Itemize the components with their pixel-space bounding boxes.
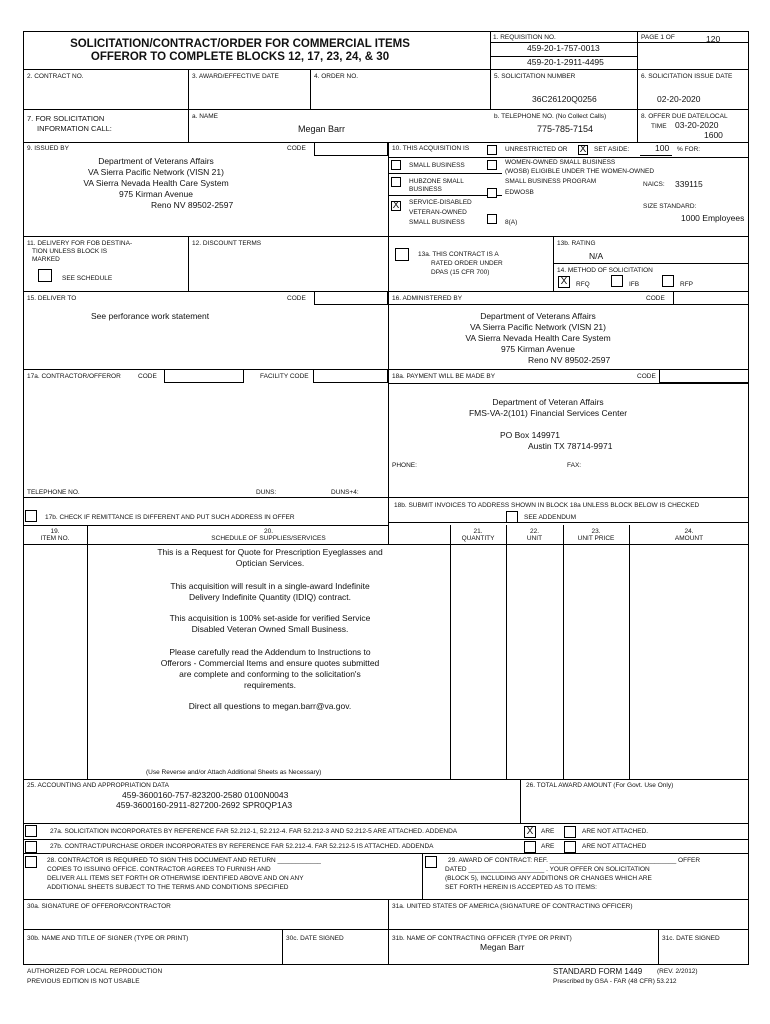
page-label: PAGE 1 OF <box>641 34 675 41</box>
rated-order-label-3: DPAS (15 CFR 700) <box>431 269 490 276</box>
contact-phone: 775-785-7154 <box>537 124 594 134</box>
wosb-checkbox[interactable] <box>487 160 497 170</box>
block-28-checkbox[interactable] <box>25 856 37 868</box>
contractor-code-field[interactable] <box>164 369 244 383</box>
see-schedule-checkbox[interactable] <box>38 269 52 282</box>
rated-order-checkbox[interactable] <box>395 248 409 261</box>
col-quantity-header: 21. <box>473 528 483 535</box>
requisition-number-2: 459-20-1-2911-4495 <box>527 57 604 67</box>
issued-by-line1: Department of Veterans Affairs <box>98 156 214 166</box>
col-unit-header: 22. <box>529 528 540 535</box>
phone-label: b. TELEPHONE NO. (No Collect Calls) <box>494 113 607 120</box>
issued-by-line2: VA Sierra Pacific Network (VISN 21) <box>88 167 224 177</box>
rule <box>388 142 389 545</box>
percent-for-label: % FOR: <box>677 146 701 153</box>
block-28-line4: ADDITIONAL SHEETS SUBJECT TO THE TERMS AND CONDITIONS SPECIFIED <box>47 884 289 891</box>
issued-by-line4: 975 Kirman Avenue <box>118 189 194 199</box>
administered-by-code-field[interactable] <box>673 291 749 305</box>
rule <box>520 779 521 823</box>
administered-by-code-label: CODE <box>646 295 665 302</box>
clause-27a-checkbox[interactable] <box>25 825 37 837</box>
rule <box>637 31 638 142</box>
wosb-label: WOMEN-OWNED SMALL BUSINESS <box>505 159 616 166</box>
delivery-label: 11. DELIVERY FOR FOB DESTINA- <box>27 240 133 247</box>
officer-date-label: 31c. DATE SIGNED <box>662 935 720 942</box>
col-unit-price-header: 23. <box>591 528 601 535</box>
footer-prescribed: Prescribed by GSA - FAR (48 CFR) 53.212 <box>553 978 677 985</box>
block-29-line2: DATED _____________________ . YOUR OFFER ON SOLICITATION <box>445 866 650 873</box>
invoice-label: 18b. SUBMIT INVOICES TO ADDRESS SHOWN IN BLOCK 18a UNLESS BLOCK BELOW IS CHECKED <box>394 502 700 509</box>
time-label: TIME <box>651 123 667 130</box>
hubzone-label: HUBZONE SMALL <box>409 178 464 185</box>
sdvosb-checkbox[interactable]: X <box>392 200 400 211</box>
contractor-label: 17a. CONTRACTOR/OFFEROR <box>27 373 121 380</box>
small-business-label: SMALL BUSINESS <box>409 162 465 169</box>
contractor-code-label: CODE <box>138 373 157 380</box>
rule <box>23 929 749 930</box>
see-schedule-label: SEE SCHEDULE <box>62 275 113 282</box>
info-call-label: 7. FOR SOLICITATION <box>27 114 105 123</box>
schedule-line: Optician Services. <box>235 558 305 568</box>
delivery-label-3: MARKED <box>32 256 60 263</box>
schedule-line: Delivery Indefinite Quantity (IDIQ) contract. <box>188 592 352 602</box>
rule <box>553 263 749 264</box>
hubzone-checkbox[interactable] <box>391 177 401 187</box>
payment-code-field[interactable] <box>659 369 749 383</box>
schedule-line: Offerors - Commercial Items and ensure quotes submitted <box>160 658 380 668</box>
payment-fax-label: FAX: <box>567 462 582 469</box>
rating-label: 13b. RATING <box>557 240 596 247</box>
footer-reproduction: AUTHORIZED FOR LOCAL REPRODUCTION <box>27 968 163 975</box>
rated-order-label-2: RATED ORDER UNDER <box>431 260 503 267</box>
rule <box>506 525 507 779</box>
ifb-label: IFB <box>629 281 640 288</box>
facility-code-label: FACILITY CODE <box>260 373 309 380</box>
rule <box>23 525 389 526</box>
rule <box>422 853 423 899</box>
col-unit-price-header-2: UNIT PRICE <box>577 535 615 542</box>
administered-by-line4: 975 Kirman Avenue <box>500 344 576 354</box>
schedule-line: Disabled Veteran Owned Small Business. <box>191 624 349 634</box>
rfq-checkbox[interactable]: X <box>558 276 570 288</box>
col-item-no-header-2: ITEM NO. <box>40 535 70 542</box>
payment-code-label: CODE <box>637 373 656 380</box>
schedule-line: This acquisition is 100% set-aside for verified Service <box>169 613 371 623</box>
footer-revision: (REV. 2/2012) <box>657 968 698 975</box>
page-total: 120 <box>706 34 721 44</box>
rule <box>87 525 88 779</box>
accounting-label: 25. ACCOUNTING AND APPROPRIATION DATA <box>27 782 169 789</box>
deliver-to-value: See perforance work statement <box>91 311 210 321</box>
clause-27a-label: 27a. SOLICITATION INCORPORATES BY REFERENCE FAR 52.212-1, 52.212-4. FAR 52.212-3 AND 52.212-5 ARE ATTACHED. ADDENDA <box>50 828 458 835</box>
issued-by-line5: Reno NV 89502-2597 <box>151 200 234 210</box>
solicitation-number-label: 5. SOLICITATION NUMBER <box>494 73 576 80</box>
delivery-label-2: TION UNLESS BLOCK IS <box>32 248 108 255</box>
issued-by-code-label: CODE <box>287 145 306 152</box>
issue-date-label: 6. SOLICITATION ISSUE DATE <box>641 73 733 80</box>
eight-a-label: 8(A) <box>505 219 518 226</box>
col-amount-header-2: AMOUNT <box>674 535 704 542</box>
block-28-line2: COPIES TO ISSUING OFFICE. CONTRACTOR AGREES TO FURNISH AND <box>47 866 271 873</box>
rfp-checkbox[interactable] <box>662 275 674 287</box>
issue-date: 02-20-2020 <box>657 94 701 104</box>
clause-27b-are: ARE <box>541 843 555 850</box>
block-29-line1: 29. AWARD OF CONTRACT: REF. ___________________________________ OFFER <box>448 857 701 864</box>
col-schedule-header-2: SCHEDULE OF SUPPLIES/SERVICES <box>211 535 326 542</box>
see-addendum-label: SEE ADDENDUM <box>524 514 577 521</box>
rule <box>388 157 749 158</box>
set-aside-percent: 100 <box>655 143 670 153</box>
duns-label: DUNS: <box>256 489 277 496</box>
accounting-line2: 459-3600160-2911-827200-2692 SPR0QP1A3 <box>116 800 293 810</box>
remittance-checkbox[interactable] <box>25 510 37 522</box>
administered-by-line3: VA Sierra Nevada Health Care System <box>465 333 611 343</box>
payment-label: 18a. PAYMENT WILL BE MADE BY <box>392 373 496 380</box>
small-business-checkbox[interactable] <box>391 160 401 170</box>
method-label: 14. METHOD OF SOLICITATION <box>557 267 653 274</box>
schedule-footnote: (Use Reverse and/or Attach Additional Sheets as Necessary) <box>146 769 322 776</box>
clause-27a-are-not: ARE NOT ATTACHED. <box>582 828 649 835</box>
clause-27b-label: 27b. CONTRACT/PURCHASE ORDER INCORPORATES BY REFERENCE FAR 52.212-4. FAR 52.212-5 IS ATTACHED. ADDENDA <box>50 843 434 850</box>
rule <box>23 69 749 70</box>
edwosb-checkbox[interactable] <box>487 188 497 198</box>
rule <box>23 779 749 780</box>
order-no-label: 4. ORDER NO. <box>314 73 359 80</box>
rule <box>23 823 749 824</box>
deliver-to-label: 15. DELIVER TO <box>27 295 77 302</box>
block-28-line1: 28. CONTRACTOR IS REQUIRED TO SIGN THIS DOCUMENT AND RETURN ____________ <box>47 857 321 864</box>
rule <box>388 173 502 174</box>
footer-previous-edition: PREVIOUS EDITION IS NOT USABLE <box>27 978 140 985</box>
col-quantity-header-2: QUANTITY <box>461 535 495 542</box>
wosb-label-3: SMALL BUSINESS PROGRAM <box>505 178 597 185</box>
requisition-label: 1. REQUISITION NO. <box>493 34 556 41</box>
clause-27a-are-not-checkbox[interactable] <box>564 826 576 838</box>
col-schedule-header: 20. <box>263 528 274 535</box>
size-standard-label: SIZE STANDARD: <box>643 203 697 210</box>
sdvosb-label-3: SMALL BUSINESS <box>409 219 465 226</box>
administered-by-line5: Reno NV 89502-2597 <box>528 355 611 365</box>
acquisition-label: 10. THIS ACQUISITION IS <box>392 145 470 152</box>
schedule-line: requirements. <box>244 680 296 690</box>
eight-a-checkbox[interactable] <box>487 214 497 224</box>
rule <box>282 929 283 965</box>
rule <box>310 69 311 109</box>
signer-name-label: 30b. NAME AND TITLE OF SIGNER (TYPE OR PRINT) <box>27 935 189 942</box>
block-29-checkbox[interactable] <box>425 856 437 868</box>
offer-due-label: 8. OFFER DUE DATE/LOCAL <box>641 113 728 120</box>
rule <box>23 899 749 900</box>
rule <box>188 69 189 142</box>
clause-27b-checkbox[interactable] <box>25 841 37 853</box>
sdvosb-label-2: VETERAN-OWNED <box>409 209 467 216</box>
naics-label: NAICS: <box>643 181 665 188</box>
payment-line1: Department of Veteran Affairs <box>492 397 604 407</box>
issued-by-code-field[interactable] <box>314 142 388 156</box>
rule <box>23 853 749 854</box>
administered-by-line2: VA Sierra Pacific Network (VISN 21) <box>470 322 606 332</box>
col-amount-header: 24. <box>684 528 694 535</box>
officer-name: Megan Barr <box>480 942 525 952</box>
requisition-number-1: 459-20-1-757-0013 <box>527 43 600 53</box>
percent-underline <box>640 155 672 156</box>
edwosb-label: EDWOSB <box>505 189 534 196</box>
rule <box>23 839 749 840</box>
schedule-line: This is a Request for Quote for Prescription Eyeglasses and <box>157 547 383 557</box>
schedule-line: Please carefully read the Addendum to Instructions to <box>169 647 371 657</box>
unrestricted-label: UNRESTRICTED OR <box>505 146 568 153</box>
signature-officer-label: 31a. UNITED STATES OF AMERICA (SIGNATURE OF CONTRACTING OFFICER) <box>392 903 633 910</box>
block-28-line3: DELIVER ALL ITEMS SET FORTH OR OTHERWISE IDENTIFIED ABOVE AND ON ANY <box>47 875 304 882</box>
rating-value: N/A <box>589 251 604 261</box>
schedule-line: Direct all questions to megan.barr@va.gov. <box>188 701 352 711</box>
offer-due-time: 1600 <box>704 130 723 140</box>
facility-code-field[interactable] <box>313 369 388 383</box>
clause-27a-are-checkbox[interactable]: X <box>524 826 536 838</box>
payment-line4: Austin TX 78714-9971 <box>528 441 613 451</box>
sdvosb-label: SERVICE-DISABLED <box>409 199 472 206</box>
info-call-label-2: INFORMATION CALL: <box>37 124 112 133</box>
deliver-to-code-field[interactable] <box>314 291 388 305</box>
rule <box>388 383 749 384</box>
set-aside-checkbox[interactable]: X <box>579 144 587 155</box>
set-aside-label: SET ASIDE: <box>594 146 630 153</box>
award-date-label: 3. AWARD/EFFECTIVE DATE <box>192 73 279 80</box>
schedule-line: This acquisition will result in a single-award Indefinite <box>170 581 370 591</box>
col-item-no-header: 19. <box>50 528 60 535</box>
solicitation-number: 36C26120Q0256 <box>532 94 597 104</box>
clause-27b-are-not-checkbox[interactable] <box>564 841 576 853</box>
rule <box>658 929 659 965</box>
issued-by-label: 9. ISSUED BY <box>27 145 69 152</box>
naics-code: 339115 <box>675 179 703 189</box>
signer-date-label: 30c. DATE SIGNED <box>286 935 344 942</box>
administered-by-label: 16. ADMINISTERED BY <box>392 295 463 302</box>
rule <box>23 497 749 498</box>
rule <box>388 899 389 965</box>
rule <box>629 525 630 779</box>
col-unit-header-2: UNIT <box>526 535 543 542</box>
clause-27b-are-not: ARE NOT ATTACHED <box>582 843 647 850</box>
rule <box>553 236 554 291</box>
telephone-label: TELEPHONE NO. <box>27 489 80 496</box>
deliver-to-code-label: CODE <box>287 295 306 302</box>
footer-form-name: STANDARD FORM 1449 <box>553 967 643 976</box>
ifb-checkbox[interactable] <box>611 275 623 287</box>
payment-line2: FMS-VA-2(101) Financial Services Center <box>468 408 628 418</box>
block-29-line3: (BLOCK 5), INCLUDING ANY ADDITIONS OR CHANGES WHICH ARE <box>445 875 652 882</box>
contract-no-label: 2. CONTRACT NO. <box>27 73 84 80</box>
administered-by-line1: Department of Veterans Affairs <box>480 311 596 321</box>
rfq-label: RFQ <box>576 281 590 288</box>
payment-line3: PO Box 149971 <box>500 430 561 440</box>
rule <box>490 31 491 109</box>
duns4-label: DUNS+4: <box>331 489 359 496</box>
total-award-label: 26. TOTAL AWARD AMOUNT (For Govt. Use Only) <box>526 782 674 789</box>
rule <box>23 109 749 110</box>
rule <box>563 525 564 779</box>
rule <box>23 544 749 545</box>
rule <box>388 522 749 523</box>
payment-phone-label: PHONE: <box>392 462 417 469</box>
remittance-label: 17b. CHECK IF REMITTANCE IS DIFFERENT AND PUT SUCH ADDRESS IN OFFER <box>45 514 295 521</box>
rated-order-label: 13a. THIS CONTRACT IS A <box>418 251 499 258</box>
accounting-line1: 459-3600160-757-823200-2580 0100N0043 <box>122 790 289 800</box>
block-29-line4: SET FORTH HEREIN IS ACCEPTED AS TO ITEMS: <box>445 884 597 891</box>
discount-terms-label: 12. DISCOUNT TERMS <box>192 240 262 247</box>
hubzone-label-2: BUSINESS <box>409 186 442 193</box>
signature-offeror-label: 30a. SIGNATURE OF OFFEROR/CONTRACTOR <box>27 903 171 910</box>
contact-name: Megan Barr <box>298 124 346 134</box>
clause-27b-are-checkbox[interactable] <box>524 841 536 853</box>
officer-name-label: 31b. NAME OF CONTRACTING OFFICER (TYPE OR PRINT) <box>392 935 572 942</box>
size-standard: 1000 Employees <box>681 213 745 223</box>
rule <box>388 195 502 196</box>
form-title: SOLICITATION/CONTRACT/ORDER FOR COMMERCIAL ITEMS <box>70 38 410 50</box>
rfp-label: RFP <box>680 281 693 288</box>
form-subtitle: OFFEROR TO COMPLETE BLOCKS 12, 17, 23, 24, & 30 <box>90 51 390 63</box>
schedule-line: are complete and conforming to the solicitation's <box>179 669 361 679</box>
rule <box>450 525 451 779</box>
rule <box>23 236 749 237</box>
issued-by-line3: VA Sierra Nevada Health Care System <box>83 178 229 188</box>
name-label: a. NAME <box>192 113 219 120</box>
unrestricted-checkbox[interactable] <box>487 145 497 155</box>
offer-due-date: 03-20-2020 <box>675 120 719 130</box>
see-addendum-checkbox[interactable] <box>506 511 518 523</box>
rule <box>188 236 189 291</box>
wosb-label-2: (WOSB) ELIGIBLE UNDER THE WOMEN-OWNED <box>505 168 655 175</box>
clause-27a-are: ARE <box>541 828 555 835</box>
